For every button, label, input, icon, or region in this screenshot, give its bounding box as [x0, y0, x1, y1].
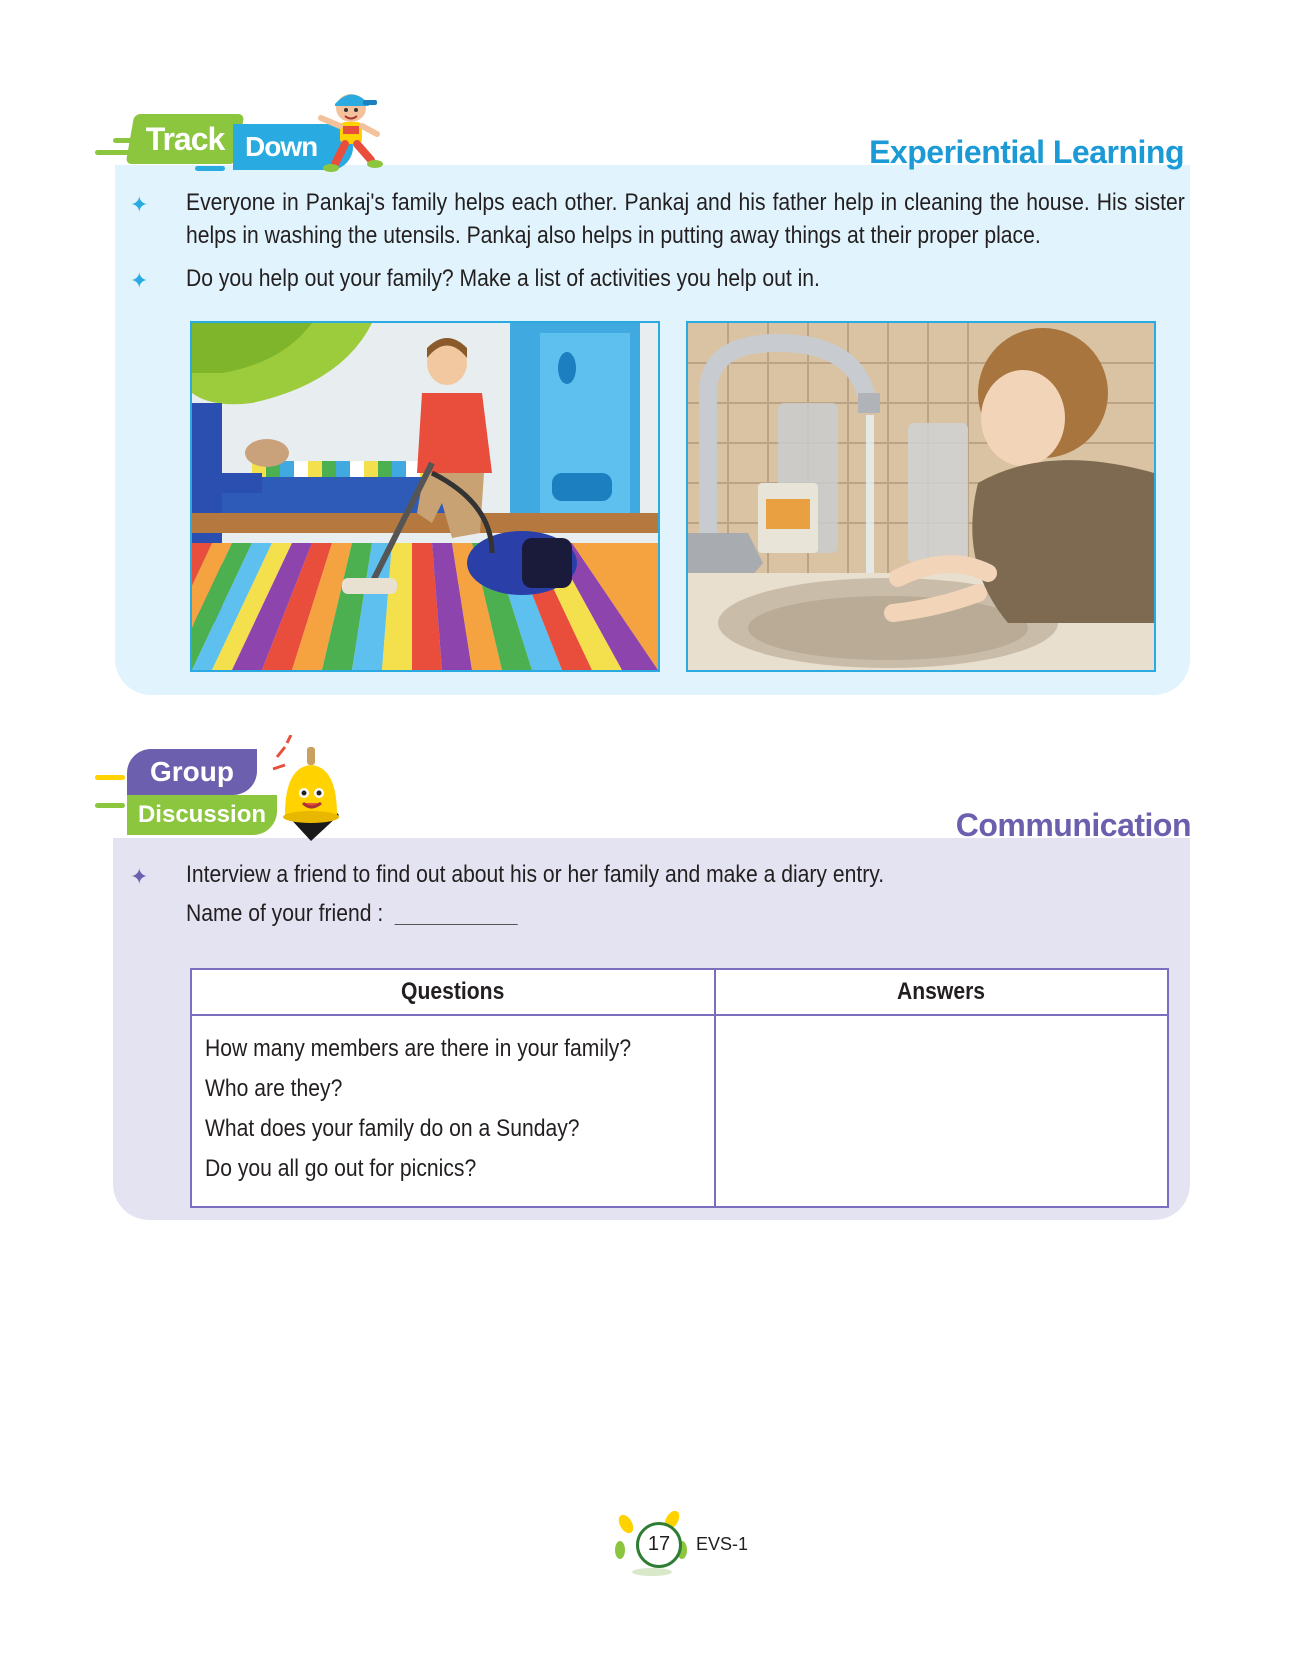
track-down-badge [95, 88, 415, 183]
girl-washing-hands-photo [686, 321, 1156, 672]
answers-cell[interactable] [715, 1015, 1168, 1207]
questions-header: Questions [191, 969, 715, 1015]
instruction-text: Interview a friend to find out about his or her family and make a diary entry. [186, 861, 885, 888]
question-item: How many members are there in your family? [205, 1035, 632, 1062]
group-discussion-badge [95, 735, 345, 845]
friend-name-row [130, 897, 563, 930]
page-number: 17 [636, 1522, 682, 1568]
question-item: Do you all go out for picnics? [205, 1155, 477, 1182]
speed-line [195, 166, 225, 171]
badge-down: Down [233, 124, 353, 170]
boy-vacuuming-photo [190, 321, 660, 672]
badge-track: Track [126, 114, 245, 164]
friend-name-label: Name of your friend : [186, 900, 384, 927]
badge-group: Group [127, 749, 257, 795]
star-bullet-icon: ✦ [130, 864, 149, 889]
list-item [130, 186, 1185, 252]
speed-line [95, 775, 125, 780]
question-item: Who are they? [205, 1075, 343, 1102]
interview-table [190, 968, 1169, 1208]
question-item: What does your family do on a Sunday? [205, 1115, 580, 1142]
communication-label: Communication [955, 807, 1191, 843]
bullet-text: Everyone in Pankaj's family helps each other. Pankaj and his father help in cleaning the house. His sister helps in washing the utensils. Pankaj also helps in putting away things at their proper place. [186, 189, 1185, 249]
book-code: EVS-1 [696, 1534, 749, 1554]
star-bullet-icon: ✦ [130, 268, 149, 293]
bell-mascot-icon [267, 735, 347, 845]
star-bullet-icon: ✦ [130, 192, 149, 217]
list-item [130, 858, 979, 891]
questions-cell [191, 1015, 715, 1207]
page-footer [612, 1510, 752, 1580]
list-item [130, 262, 1180, 295]
running-boy-mascot-icon [313, 88, 393, 183]
badge-discussion: Discussion [127, 795, 277, 835]
answers-header: Answers [715, 969, 1168, 1015]
speed-line [95, 803, 125, 808]
bullet-text: Do you help out your family? Make a list of activities you help out in. [186, 265, 820, 292]
experiential-learning-label: Experiential Learning [869, 134, 1184, 170]
friend-name-blank[interactable] [394, 924, 517, 925]
